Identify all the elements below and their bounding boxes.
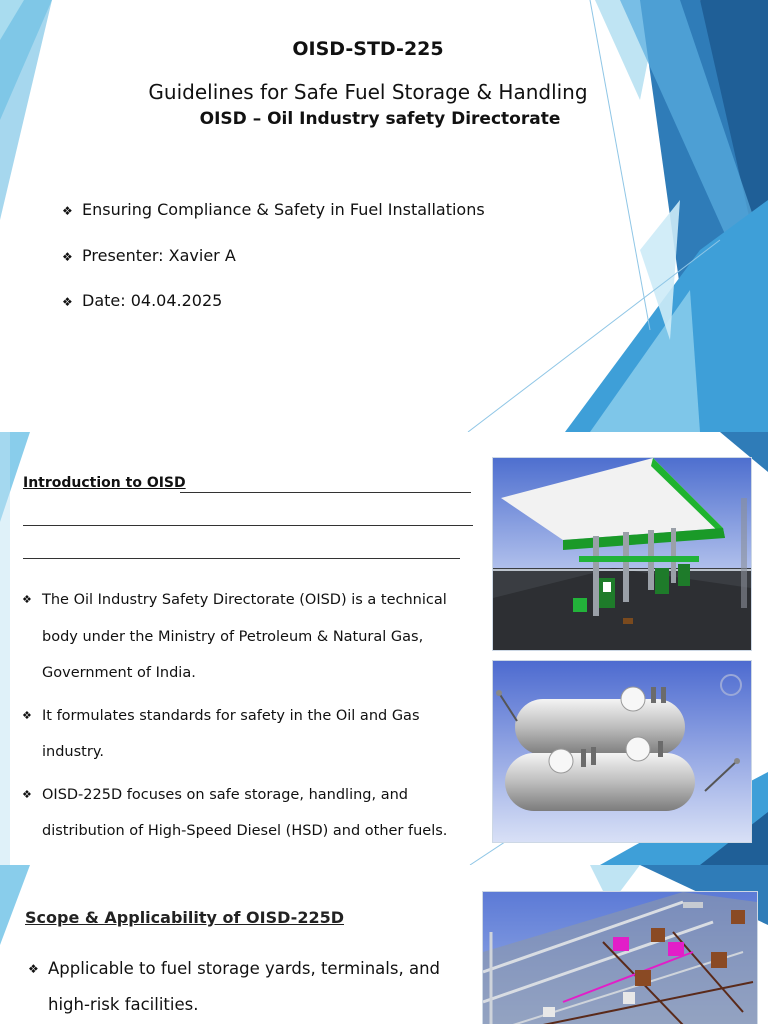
piping-layout-image xyxy=(482,891,758,1024)
list-item xyxy=(22,777,462,850)
list-item xyxy=(28,951,458,1023)
left-accent-strip xyxy=(0,432,10,865)
slide-title: Guidelines for Safe Fuel Storage & Handling xyxy=(148,80,588,104)
piping-layout-illustration xyxy=(483,892,757,1024)
section-heading: Scope & Applicability of OISD-225D xyxy=(25,908,344,927)
divider-line xyxy=(23,558,460,559)
slide-subtitle: OISD – Oil Industry safety Directorate xyxy=(199,109,561,129)
introduction-slide xyxy=(0,432,768,865)
heading-underline xyxy=(180,492,471,493)
title-bullet-list xyxy=(62,200,485,337)
fuel-station-illustration xyxy=(493,458,751,650)
divider-line xyxy=(23,525,473,526)
list-item xyxy=(62,246,485,292)
bullet-text: Date: 04.04.2025 xyxy=(82,291,223,310)
list-item xyxy=(62,200,485,246)
bullet-text: It formulates standards for safety in the Oil and Gas industry. xyxy=(42,707,420,760)
title-slide xyxy=(0,0,768,432)
diamond-bullet-icon: ❖ xyxy=(22,708,32,722)
diamond-bullet-icon: ❖ xyxy=(62,249,73,264)
list-item xyxy=(22,698,462,771)
bullet-text: OISD-225D focuses on safe storage, handling, and distribution of High-Speed Diesel (HSD) and other fuels. xyxy=(42,786,448,839)
section-heading: Introduction to OISD xyxy=(23,475,186,491)
bullet-text: Applicable to fuel storage yards, terminals, and high-risk facilities. xyxy=(48,959,441,1014)
diamond-bullet-icon: ❖ xyxy=(62,204,73,218)
fuel-station-image xyxy=(492,457,752,651)
storage-tanks-illustration xyxy=(493,661,751,842)
bullet-text: Ensuring Compliance & Safety in Fuel Installations xyxy=(82,200,485,219)
bullet-text: Presenter: Xavier A xyxy=(82,245,236,265)
left-accent-shape xyxy=(0,865,30,945)
list-item xyxy=(22,582,462,692)
storage-tanks-image xyxy=(492,660,752,843)
right-accent-shape-6 xyxy=(590,290,700,432)
bullet-text: The Oil Industry Safety Directorate (OISD) is a technical body under the Ministry of Petroleum & Natural Gas, Government of India. xyxy=(42,592,447,681)
diamond-bullet-icon: ❖ xyxy=(22,787,32,801)
standard-code: OISD-STD-225 xyxy=(292,38,444,60)
list-item xyxy=(62,291,485,337)
diamond-bullet-icon: ❖ xyxy=(22,593,32,606)
intro-bullet-list xyxy=(22,582,462,856)
scope-bullet-list xyxy=(28,951,458,1023)
diamond-bullet-icon: ❖ xyxy=(62,295,73,309)
scope-slide xyxy=(0,865,768,1024)
diamond-bullet-icon: ❖ xyxy=(28,962,39,976)
